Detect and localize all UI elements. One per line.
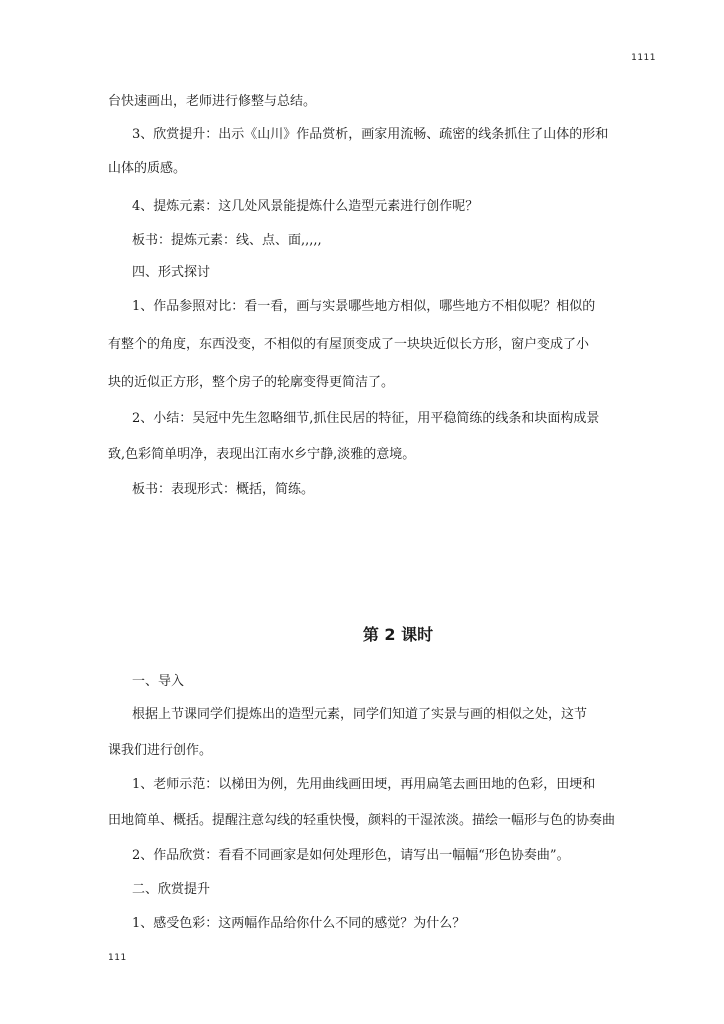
text-line: 块的近似正方形，整个房子的轮廓变得更简洁了。 <box>108 375 395 390</box>
text-line: 1、感受色彩：这两幅作品给你什么不同的感觉？为什么？ <box>132 916 466 931</box>
page-number-top: 1111 <box>631 53 656 63</box>
lesson-title: 第 2 课时 <box>362 625 434 644</box>
text-line: 根据上节课同学们提炼出的造型元素，同学们知道了实景与画的相似之处，这节 <box>132 707 588 722</box>
text-line: 4、提炼元素：这几处风景能提炼什么造型元素进行创作呢？ <box>132 199 479 214</box>
text-line: 山体的质感。 <box>108 161 187 176</box>
text-line: 1、作品参照对比：看一看，画与实景哪些地方相似，哪些地方不相似呢？相似的 <box>132 299 596 314</box>
section-heading: 二、欣赏提升 <box>132 882 211 897</box>
text-line: 板书：表现形式：概括，简练。 <box>132 482 315 497</box>
text-line: 2、小结：吴冠中先生忽略细节,抓住民居的特征，用平稳简练的线条和块面构成景 <box>132 411 600 426</box>
text-line: 田地简单、概括。提醒注意勾线的轻重快慢，颜料的干湿浓淡。描绘一幅形与色的协奏曲 <box>108 813 616 828</box>
text-line: 台快速画出，老师进行修整与总结。 <box>108 94 317 109</box>
text-line: 2、作品欣赏：看看不同画家是如何处理形色，请写出一幅幅“形色协奏曲”。 <box>132 848 570 863</box>
text-line: 板书：提炼元素：线、点、面,,,,, <box>132 233 322 248</box>
text-line: 课我们进行创作。 <box>108 743 213 758</box>
text-line: 1、老师示范：以梯田为例，先用曲线画田埂，再用扁笔去画田地的色彩，田埂和 <box>132 777 596 792</box>
section-heading: 四、形式探讨 <box>132 265 211 280</box>
section-heading: 一、导入 <box>132 674 185 689</box>
text-line: 3、欣赏提升：出示《山川》作品赏析，画家用流畅、疏密的线条抓住了山体的形和 <box>132 127 609 142</box>
text-line: 致,色彩简单明净，表现出江南水乡宁静,淡雅的意境。 <box>108 447 416 462</box>
page-number-bottom: 111 <box>108 953 127 963</box>
text-line: 有整个的角度，东西没变，不相似的有屋顶变成了一块块近似长方形，窗户变成了小 <box>108 337 590 352</box>
